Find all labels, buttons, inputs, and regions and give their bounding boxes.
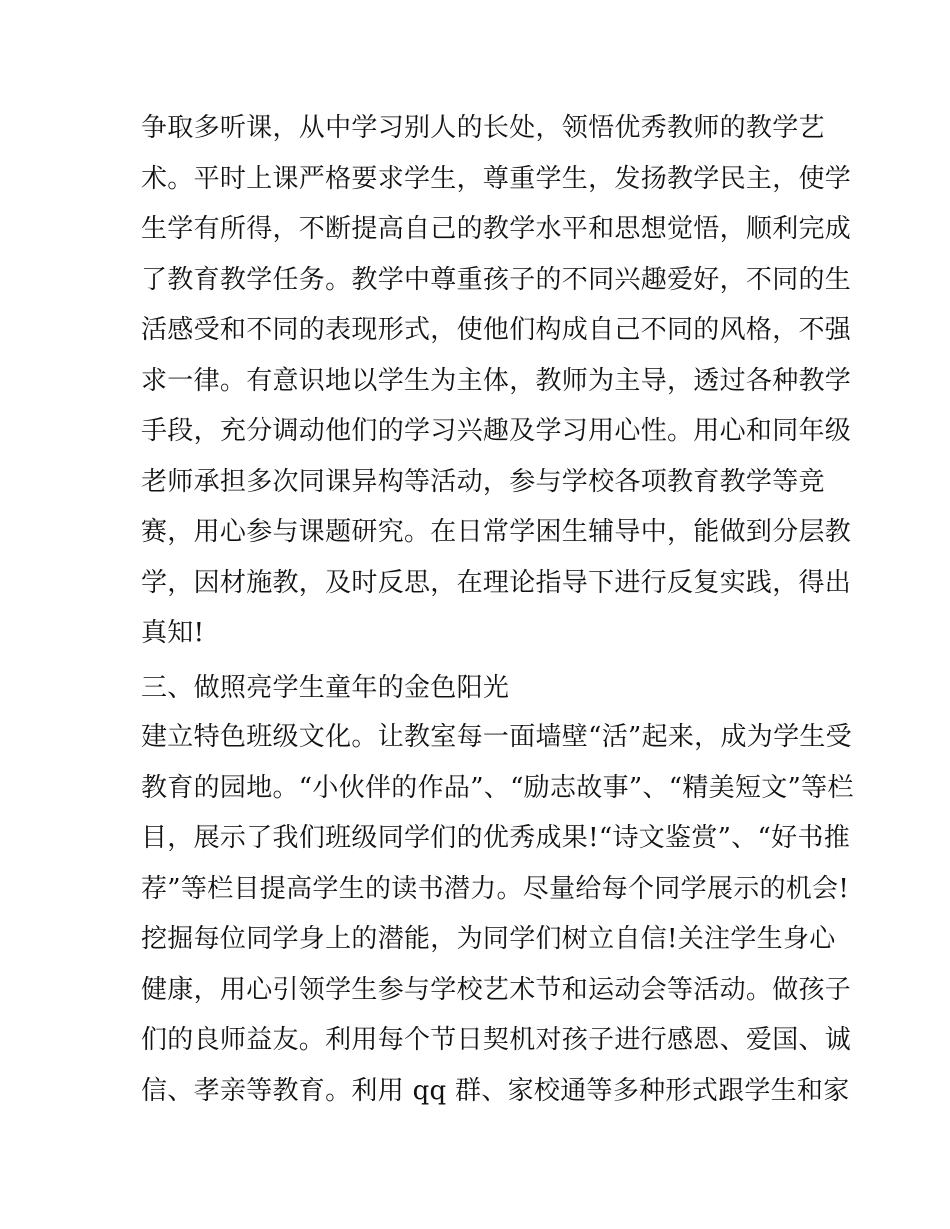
paragraph-teaching-practice [141, 103, 852, 659]
section-heading: 三、做照亮学生童年的金色阳光 [141, 673, 510, 703]
text-line: 学，因材施教，及时反思，在理论指导下进行反复实践，得出 [141, 567, 852, 598]
text-line: 挖掘每位同学身上的潜能，为同学们树立自信!关注学生身心 [141, 924, 836, 954]
text-line: 赛，用心参与课题研究。在日常学困生辅导中，能做到分层教 [141, 517, 852, 547]
text-line: 术。平时上课严格要求学生，尊重学生，发扬教学民主，使学 [141, 163, 852, 194]
text-line: 求一律。有意识地以学生为主体，教师为主导，透过各种教学 [141, 365, 852, 396]
text-line: 健康，用心引领学生参与学校艺术节和运动会等活动。做孩子 [141, 974, 852, 1005]
text-line: 建立特色班级文化。让教室每一面墙壁“活”起来，成为学生受 [141, 722, 852, 752]
text-line: 争取多听课，从中学习别人的长处，领悟优秀教师的教学艺 [141, 113, 825, 143]
text-line: 生学有所得，不断提高自己的教学水平和思想觉悟，顺利完成 [141, 214, 852, 244]
text-line: 教育的园地。“小伙伴的作品”、“励志故事”、“精美短文”等栏 [141, 772, 854, 803]
text-line: 们的良师益友。利用每个节日契机对孩子进行感恩、爱国、诚 [141, 1025, 852, 1055]
text-line: 活感受和不同的表现形式，使他们构成自己不同的风格，不强 [141, 315, 852, 345]
paragraph-class-culture [141, 712, 854, 1116]
text-line: 老师承担多次同课异构等活动，参与学校各项教育教学等竞 [141, 466, 825, 497]
text-line: 目，展示了我们班级同学们的优秀成果!“诗文鉴赏”、“好书推 [141, 823, 851, 853]
text-line: 真知! [141, 618, 205, 648]
text-line: 信、孝亲等教育。利用 qq 群、家校通等多种形式跟学生和家 [141, 1075, 850, 1106]
text-line: 了教育教学任务。教学中尊重孩子的不同兴趣爱好，不同的生 [141, 264, 852, 295]
text-line: 手段，充分调动他们的学习兴趣及学习用心性。用心和同年级 [141, 416, 852, 446]
text-line: 荐”等栏目提高学生的读书潜力。尽量给每个同学展示的机会! [141, 873, 850, 904]
